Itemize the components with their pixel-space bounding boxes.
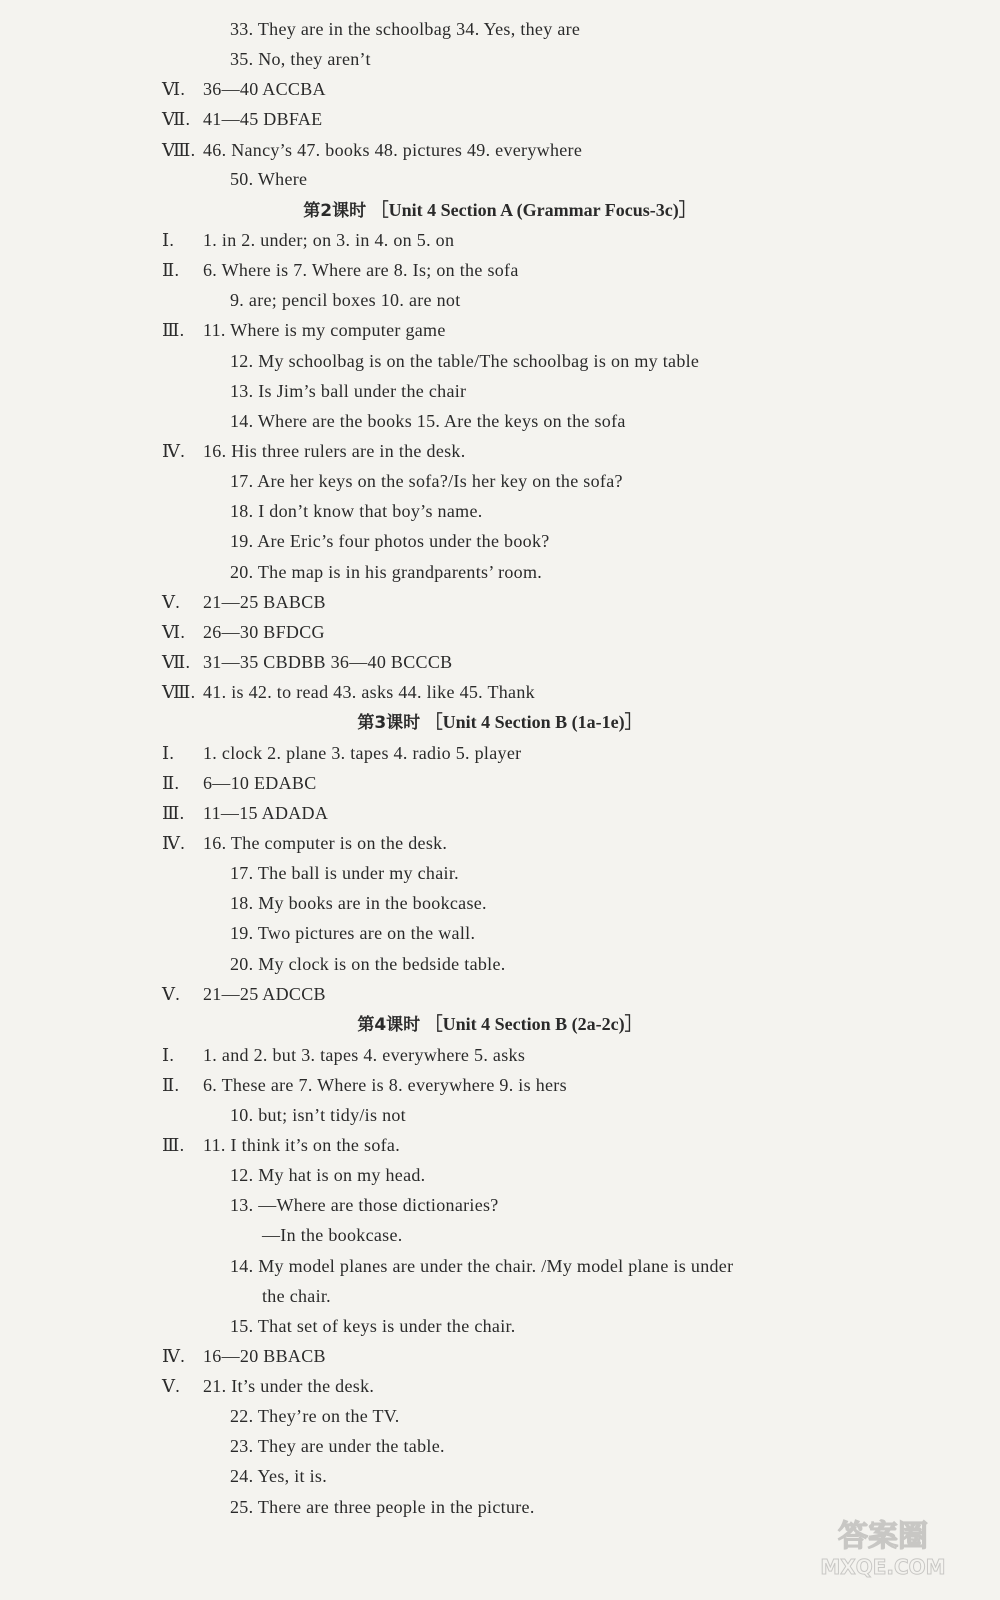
- answer-line: Ⅲ. 11—15 ADADA: [203, 798, 328, 828]
- answer-line: 12. My schoolbag is on the table/The schoolbag is on my table: [230, 351, 700, 371]
- section-numeral: Ⅶ.: [162, 109, 191, 129]
- answer-line: Ⅳ. 16—20 BBACB: [203, 1341, 326, 1371]
- section-numeral: Ⅶ.: [162, 652, 191, 672]
- answer-line: 15. That set of keys is under the chair.: [230, 1316, 516, 1336]
- answer-line: Ⅲ. 11. I think it’s on the sofa.: [203, 1130, 400, 1160]
- watermark-url: MXQE.COM: [820, 1555, 946, 1579]
- watermark-text: 答案圈: [838, 1519, 928, 1554]
- answer-line: —In the bookcase.: [262, 1225, 403, 1245]
- answer-line: Ⅱ. 6. These are 7. Where is 8. everywhere 9. is hers: [203, 1070, 567, 1100]
- answer-line: 33. They are in the schoolbag 34. Yes, they are: [230, 19, 581, 39]
- answer-line: Ⅶ. 41—45 DBFAE: [203, 104, 322, 134]
- answer-line: Ⅰ. 1. clock 2. plane 3. tapes 4. radio 5. player: [203, 738, 521, 768]
- section-numeral: Ⅱ.: [162, 260, 180, 280]
- answer-line: 20. The map is in his grandparents’ room.: [230, 562, 543, 582]
- answer-line: 35. No, they aren’t: [230, 49, 371, 69]
- section-numeral: Ⅲ.: [162, 320, 185, 340]
- answer-line: 19. Are Eric’s four photos under the book?: [230, 531, 550, 551]
- answer-line: 25. There are three people in the picture.: [230, 1497, 535, 1517]
- answer-line: 22. They’re on the TV.: [230, 1406, 400, 1426]
- answer-line: 9. are; pencil boxes 10. are not: [230, 290, 461, 310]
- answer-line: Ⅴ. 21. It’s under the desk.: [203, 1371, 374, 1401]
- answer-line: Ⅴ. 21—25 BABCB: [203, 587, 326, 617]
- answer-line: Ⅳ. 16. His three rulers are in the desk.: [203, 436, 466, 466]
- section-numeral: Ⅱ.: [162, 773, 180, 793]
- answer-line: Ⅶ. 31—35 CBDBB 36—40 BCCCB: [203, 647, 452, 677]
- answer-line: 13. Is Jim’s ball under the chair: [230, 381, 467, 401]
- section-numeral: Ⅰ.: [162, 230, 175, 250]
- answer-line: Ⅵ. 26—30 BFDCG: [203, 617, 325, 647]
- answer-line: 19. Two pictures are on the wall.: [230, 923, 476, 943]
- lesson-heading: 第3课时 ［Unit 4 Section B (1a-1e)］: [357, 712, 643, 733]
- answer-line: Ⅰ. 1. and 2. but 3. tapes 4. everywhere 5. asks: [203, 1040, 525, 1070]
- section-numeral: Ⅳ.: [162, 1346, 186, 1366]
- answer-line: Ⅱ. 6—10 EDABC: [203, 768, 317, 798]
- answer-line: the chair.: [262, 1286, 331, 1306]
- answer-line: Ⅷ. 41. is 42. to read 43. asks 44. like 45. Thank: [203, 677, 535, 707]
- section-numeral: Ⅴ.: [162, 984, 181, 1004]
- answer-line: 24. Yes, it is.: [230, 1466, 328, 1486]
- section-numeral: Ⅵ.: [162, 79, 186, 99]
- answer-line: 14. My model planes are under the chair. /My model plane is under: [230, 1256, 734, 1276]
- section-numeral: Ⅱ.: [162, 1075, 180, 1095]
- answer-line: 18. I don’t know that boy’s name.: [230, 501, 483, 521]
- section-numeral: Ⅴ.: [162, 592, 181, 612]
- section-numeral: Ⅲ.: [162, 1135, 185, 1155]
- answer-line: 50. Where: [230, 169, 308, 189]
- answer-line: Ⅰ. 1. in 2. under; on 3. in 4. on 5. on: [203, 225, 454, 255]
- answer-line: 17. The ball is under my chair.: [230, 863, 459, 883]
- answer-line: Ⅳ. 16. The computer is on the desk.: [203, 828, 447, 858]
- section-numeral: Ⅲ.: [162, 803, 185, 823]
- answer-line: Ⅴ. 21—25 ADCCB: [203, 979, 326, 1009]
- answer-line: 18. My books are in the bookcase.: [230, 893, 487, 913]
- answer-line: 10. but; isn’t tidy/is not: [230, 1105, 406, 1125]
- answer-line: 17. Are her keys on the sofa?/Is her key on the sofa?: [230, 471, 623, 491]
- section-numeral: Ⅳ.: [162, 441, 186, 461]
- lesson-heading: 第2课时 ［Unit 4 Section A (Grammar Focus-3c)］: [303, 200, 697, 221]
- answer-line: Ⅷ. 46. Nancy’s 47. books 48. pictures 49. everywhere: [203, 135, 582, 165]
- section-numeral: Ⅳ.: [162, 833, 186, 853]
- answer-line: 23. They are under the table.: [230, 1436, 445, 1456]
- answer-line: 20. My clock is on the bedside table.: [230, 954, 506, 974]
- watermark-logo: [788, 1512, 978, 1582]
- answer-line: Ⅲ. 11. Where is my computer game: [203, 315, 446, 345]
- section-numeral: Ⅰ.: [162, 743, 175, 763]
- answer-line: Ⅱ. 6. Where is 7. Where are 8. Is; on the sofa: [203, 255, 519, 285]
- section-numeral: Ⅷ.: [162, 682, 196, 702]
- lesson-heading: 第4课时 ［Unit 4 Section B (2a-2c)］: [357, 1014, 643, 1035]
- answer-line: 14. Where are the books 15. Are the keys on the sofa: [230, 411, 626, 431]
- answer-line: 12. My hat is on my head.: [230, 1165, 426, 1185]
- answer-line: 13. —Where are those dictionaries?: [230, 1195, 499, 1215]
- answer-line: Ⅵ. 36—40 ACCBA: [203, 74, 326, 104]
- section-numeral: Ⅰ.: [162, 1045, 175, 1065]
- section-numeral: Ⅷ.: [162, 140, 196, 160]
- section-numeral: Ⅴ.: [162, 1376, 181, 1396]
- section-numeral: Ⅵ.: [162, 622, 186, 642]
